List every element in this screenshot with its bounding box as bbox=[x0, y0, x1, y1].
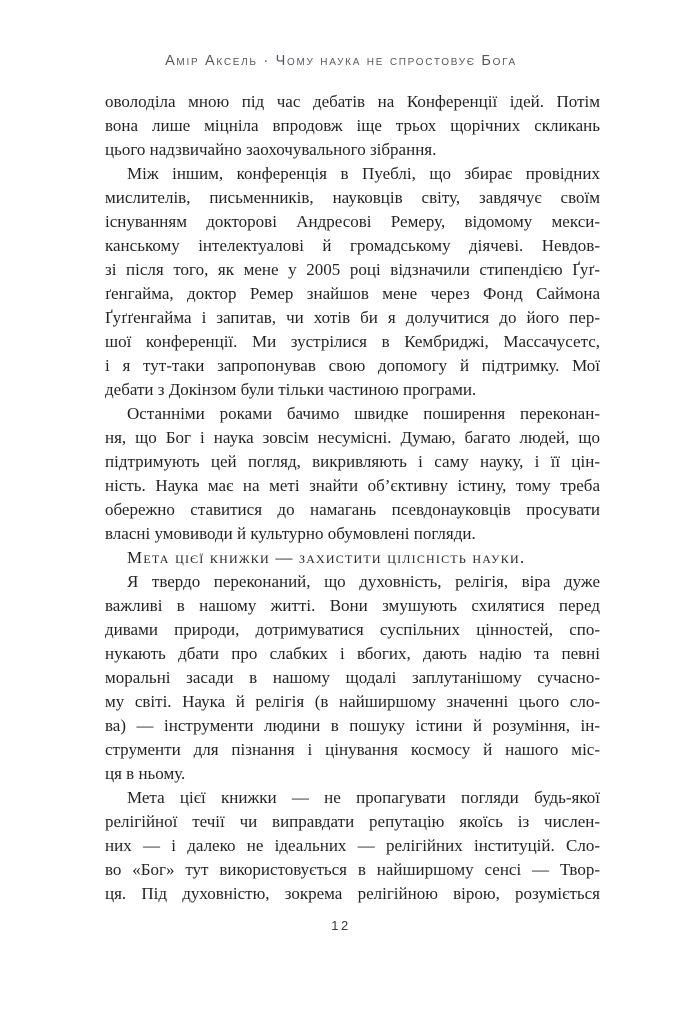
text-line: обережно ставитися до намагань псевдонауковців просувати bbox=[105, 500, 600, 519]
text-line: Останніми роками бачимо швидке поширення переконан- bbox=[127, 404, 600, 423]
text-line: зі після того, як мене у 2005 році відзначили стипендією Ґуґ- bbox=[105, 260, 600, 279]
text-line: шої конференції. Ми зустрілися в Кембриджі, Массачусетс, bbox=[105, 332, 600, 351]
text-line: ність. Наука має на меті знайти об’єктивну істину, тому треба bbox=[105, 476, 600, 495]
text-line: ця. Під духовністю, зокрема релігійною вірою, розуміється bbox=[105, 884, 600, 903]
text-line: дебати з Докінзом були тільки частиною програми. bbox=[105, 380, 477, 399]
text-line: Мета цієї книжки — захистити цілісність науки. bbox=[127, 548, 526, 567]
text-line: і я тут-таки запропонував свою допомогу й підтримку. Мої bbox=[105, 356, 600, 375]
text-line: ня, що Бог і наука зовсім несумісні. Думаю, багато людей, що bbox=[105, 428, 600, 447]
text-line: струменти для пізнання і цінування космосу й нашого міс- bbox=[105, 740, 600, 759]
body-paragraph bbox=[105, 786, 600, 906]
text-line: релігійної течії чи виправдати репутацію якоїсь із числен- bbox=[105, 812, 600, 831]
text-line: вона лише міцніла впродовж іще трьох щорічних скликань bbox=[105, 116, 600, 135]
text-line: Ґуґґенгайма і запитав, чи хотів би я долучитися до його пер- bbox=[105, 308, 600, 327]
text-line: Мета цієї книжки — не пропагувати погляди будь-якої bbox=[127, 788, 600, 807]
text-line: нукають дбати про слабких і вбогих, дають надію та певні bbox=[105, 644, 600, 663]
text-line: Я твердо переконаний, що духовність, релігія, віра дуже bbox=[127, 572, 600, 591]
text-line: існуванням докторові Андресові Ремеру, відомому мекси- bbox=[105, 212, 600, 231]
body-paragraph bbox=[105, 402, 600, 546]
text-line: оволоділа мною під час дебатів на Конференції ідей. Потім bbox=[105, 92, 600, 111]
text-line: ґенгайма, доктор Ремер знайшов мене через Фонд Саймона bbox=[105, 284, 600, 303]
text-line: важливі в нашому житті. Вони змушують схилятися перед bbox=[105, 596, 600, 615]
page-number: 12 bbox=[331, 918, 351, 933]
body-paragraph bbox=[105, 90, 600, 162]
body-paragraph bbox=[105, 546, 600, 570]
text-line: ва) — інструменти людини в пошуку істини й розуміння, ін- bbox=[105, 716, 600, 735]
text-line: во «Бог» тут використовується в найширшому сенсі — Твор- bbox=[105, 860, 600, 879]
text-line: власні умовиводи й культурно обумовлені погляди. bbox=[105, 524, 476, 543]
body-paragraph bbox=[105, 570, 600, 786]
text-line: мислителів, письменників, науковців світу, завдячує своїм bbox=[105, 188, 600, 207]
text-line: му світі. Наука й релігія (в найширшому значенні цього сло- bbox=[105, 692, 600, 711]
text-line: ця в ньому. bbox=[105, 764, 186, 783]
text-line: цього надзвичайно заохочувального зібрання. bbox=[105, 140, 437, 159]
body-paragraph bbox=[105, 162, 600, 402]
running-header: Амір Аксель · Чому наука не спростовує Бога bbox=[165, 53, 517, 69]
text-line: них — і далеко не ідеальних — релігійних інституцій. Сло- bbox=[105, 836, 600, 855]
text-line: дивами природи, дотримуватися суспільних цінностей, спо- bbox=[105, 620, 600, 639]
text-line: моральні засади в нашому щодалі заплутанішому сучасно- bbox=[105, 668, 600, 687]
text-line: Між іншим, конференція в Пуеблі, що збирає провідних bbox=[127, 164, 600, 183]
text-line: підтримують цей погляд, викривляють і саму науку, і її цін- bbox=[105, 452, 600, 471]
text-line: канському інтелектуалові й громадському діячеві. Невдов- bbox=[105, 236, 600, 255]
page-body bbox=[105, 90, 600, 906]
